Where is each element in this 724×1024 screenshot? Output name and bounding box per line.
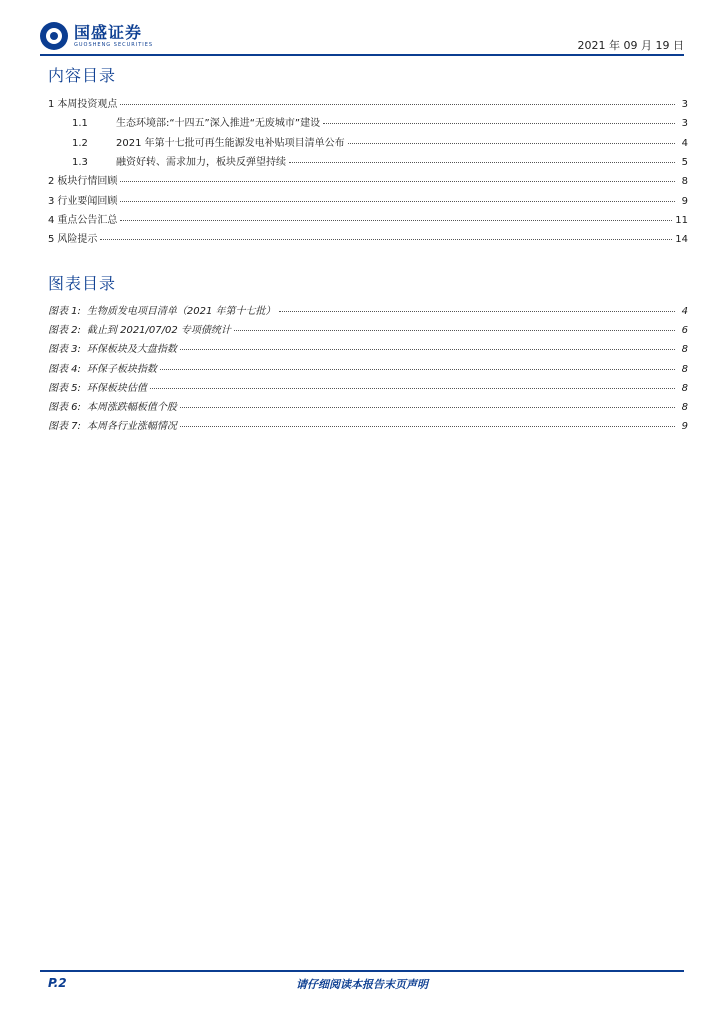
entry-label: 2021 年第十七批可再生能源发电补贴项目清单公布 (116, 137, 345, 149)
entry-number: 2 (48, 176, 55, 188)
leader-dots (120, 201, 675, 202)
logo-name: 国盛证券 (74, 22, 143, 42)
toc-entry[interactable] (48, 153, 688, 172)
figure-entry[interactable] (48, 302, 688, 321)
entry-page-number: 9 (681, 195, 688, 207)
entry-label: 环保板块估值 (86, 382, 147, 394)
page-number: P.2 (48, 976, 67, 990)
entry-label: 生物质发电项目清单（2021 年第十七批） (86, 306, 276, 317)
entry-page-number: 11 (675, 214, 688, 226)
entry-page-number: 9 (681, 421, 688, 433)
entry-number: 1.3 (72, 156, 88, 168)
entry-label: 生态环境部:“十四五”深入推进“无废城市”建设 (116, 118, 321, 130)
report-date: 2021 年 09 月 19 日 (577, 39, 684, 52)
entry-label: 本周投资观点 (57, 99, 118, 110)
entry-number: 图表 5: (48, 382, 81, 394)
footer-divider (40, 970, 684, 972)
figure-entry[interactable] (48, 360, 688, 379)
entry-page-number: 8 (681, 402, 688, 413)
entry-number: 图表 1: (48, 306, 81, 317)
entry-page-number: 3 (681, 99, 688, 110)
entry-page-number: 14 (675, 234, 688, 246)
toc-entry[interactable] (48, 211, 688, 230)
logo-icon (40, 22, 68, 50)
toc-title: 内容目录 (48, 66, 117, 85)
toc-entry[interactable] (48, 95, 688, 114)
entry-page-number: 5 (681, 156, 688, 168)
leader-dots (100, 239, 672, 240)
entry-number: 5 (48, 234, 55, 246)
entry-number: 1.1 (72, 118, 88, 130)
entry-number: 图表 4: (48, 363, 81, 375)
entry-page-number: 8 (681, 344, 688, 356)
figures-title: 图表目录 (48, 274, 117, 293)
leader-dots (234, 330, 675, 331)
leader-dots (150, 388, 675, 389)
entry-label: 环保子板块指数 (86, 363, 157, 375)
logo-english-name: GUOSHENG SECURITIES (74, 41, 154, 48)
header-divider (40, 54, 684, 56)
figure-entry[interactable] (48, 340, 688, 359)
entry-label: 本周涨跌幅板值个股 (86, 402, 177, 413)
leader-dots (120, 181, 675, 182)
entry-page-number: 3 (681, 118, 688, 130)
entry-number: 图表 6: (48, 402, 81, 413)
leader-dots (289, 162, 675, 163)
entry-number: 3 (48, 195, 55, 207)
leader-dots (160, 369, 675, 370)
entry-number: 图表 3: (48, 344, 81, 356)
leader-dots (279, 311, 675, 312)
entry-page-number: 6 (681, 325, 688, 337)
toc-entry[interactable] (48, 172, 688, 191)
figure-entry[interactable] (48, 321, 688, 340)
page-header (40, 20, 684, 56)
entry-label: 风险提示 (57, 234, 98, 246)
entry-number: 1 (48, 99, 55, 110)
leader-dots (180, 407, 675, 408)
entry-label: 环保板块及大盘指数 (86, 344, 177, 356)
leader-dots (180, 426, 675, 427)
toc-entry[interactable] (48, 192, 688, 211)
figure-entry[interactable] (48, 379, 688, 398)
entry-number: 图表 2: (48, 325, 81, 337)
leader-dots (120, 220, 672, 221)
company-logo (40, 22, 153, 50)
entry-page-number: 8 (681, 176, 688, 188)
figure-entry[interactable] (48, 417, 688, 436)
toc-entry[interactable] (48, 230, 688, 249)
leader-dots (323, 123, 675, 124)
entry-number: 4 (48, 214, 55, 226)
entry-number: 1.2 (72, 137, 88, 149)
leader-dots (180, 349, 675, 350)
entry-label: 行业要闻回顾 (57, 195, 118, 207)
entry-page-number: 4 (681, 306, 688, 317)
toc-entry[interactable] (48, 134, 688, 153)
entry-page-number: 8 (681, 363, 688, 375)
entry-number: 图表 7: (48, 421, 81, 433)
entry-label: 本周各行业涨幅情况 (86, 421, 177, 433)
leader-dots (120, 104, 675, 105)
entry-label: 重点公告汇总 (57, 214, 118, 226)
figure-entry[interactable] (48, 398, 688, 417)
disclaimer-note: 请仔细阅读本报告末页声明 (296, 978, 428, 991)
entry-label: 板块行情回顾 (57, 176, 118, 188)
entry-page-number: 4 (681, 137, 688, 149)
entry-page-number: 8 (681, 382, 688, 394)
leader-dots (348, 143, 675, 144)
toc-entry[interactable] (48, 114, 688, 133)
entry-label: 融资好转、需求加力，板块反弹望持续 (116, 156, 286, 168)
entry-label: 截止到 2021/07/02 专项债统计 (86, 325, 231, 337)
